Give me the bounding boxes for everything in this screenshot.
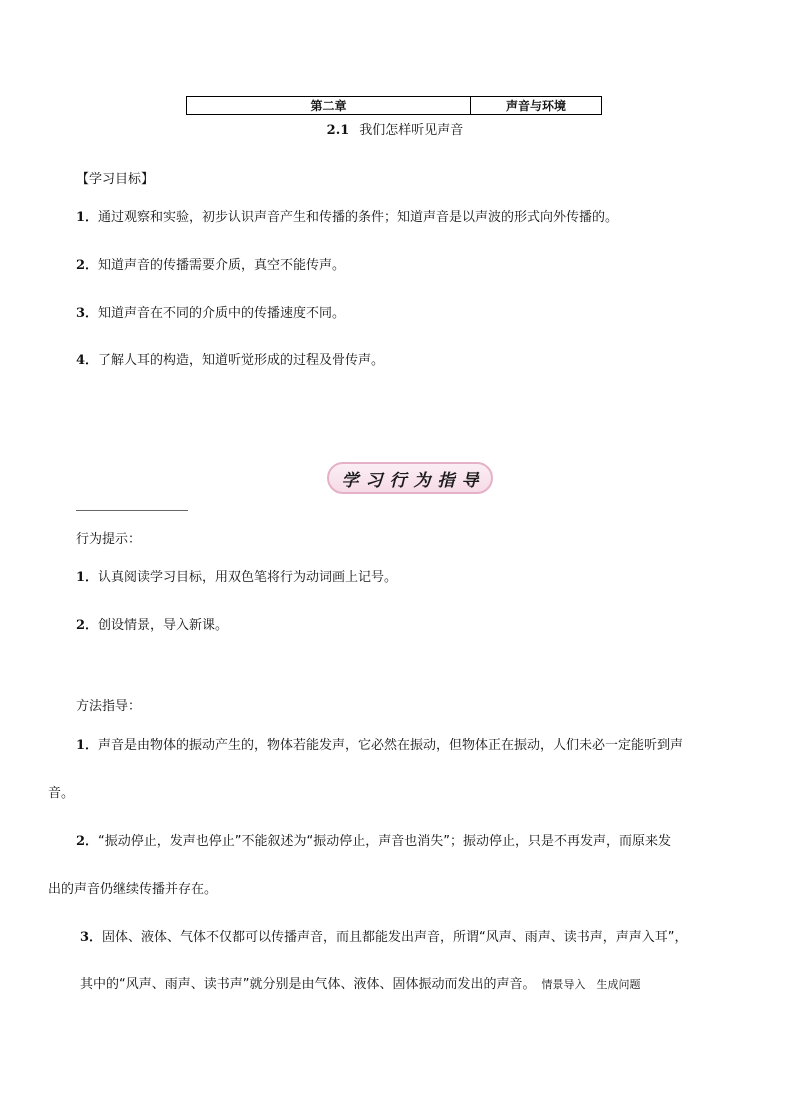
objectives-heading: 【学习目标】 [76,172,155,187]
objective-text: 知道声音在不同的介质中的传播速度不同。 [98,306,346,321]
method-num: 2． [76,834,99,849]
chapter-title: 声音与环境 [505,99,566,113]
method-paragraph-line: 音。 [48,786,75,801]
scene-tag: 情景导入 生成问题 [541,978,641,991]
objective-text: 通过观察和实验，初步认识声音产生和传播的条件；知道声音是以声波的形式向外传播的。 [98,210,619,225]
section-banner [327,462,493,494]
method-paragraph-line [76,830,671,849]
behavior-num: 1． [76,570,99,585]
method-paragraph-line [76,734,683,753]
objective-num: 1． [76,210,99,225]
objective-num: 4． [76,353,99,368]
objective-text: 了解人耳的构造，知道听觉形成的过程及骨传声。 [98,353,385,368]
objective-text: 知道声音的传播需要介质，真空不能传声。 [98,258,346,273]
method-paragraph-line [80,926,688,945]
lesson-title [0,119,790,138]
behavior-heading: 行为提示： [76,532,142,547]
method-heading: 方法指导： [76,699,142,714]
method-text: 其中的“风声、雨声、读书声”就分别是由气体、液体、固体振动而发出的声音。 [80,977,536,992]
chapter-header-table [186,96,602,115]
behavior-text: 创设情景，导入新课。 [98,618,229,633]
method-paragraph-line [80,973,640,992]
lesson-title-text: 我们怎样听见声音 [359,123,464,138]
divider-line [76,510,188,511]
behavior-num: 2． [76,618,99,633]
objective-item [76,302,345,321]
objective-num: 3． [76,306,99,321]
behavior-item [76,614,228,633]
objective-item [76,349,384,368]
objective-item [76,254,345,273]
method-text: 固体、液体、气体不仅都可以传播声音，而且都能发出声音，所谓“风声、雨声、读书声，声声入耳”， [102,930,688,945]
method-text: 声音是由物体的振动产生的，物体若能发声，它必然在振动，但物体正在振动，人们未必一定能听到声 [98,738,684,753]
method-num: 3． [80,930,103,945]
behavior-text: 认真阅读学习目标，用双色笔将行为动词画上记号。 [98,570,398,585]
objective-item [76,206,618,225]
method-num: 1． [76,738,99,753]
method-text: “振动停止，发声也停止”不能叙述为“振动停止，声音也消失”；振动停止，只是不再发声，而原来发 [98,834,671,849]
banner-text: 学习行为指导 [341,470,486,491]
behavior-item [76,566,397,585]
objective-num: 2． [76,258,99,273]
chapter-number: 第二章 [187,97,471,114]
method-paragraph-line: 出的声音仍继续传播并存在。 [48,882,218,897]
lesson-number: 2.1 [326,123,350,138]
